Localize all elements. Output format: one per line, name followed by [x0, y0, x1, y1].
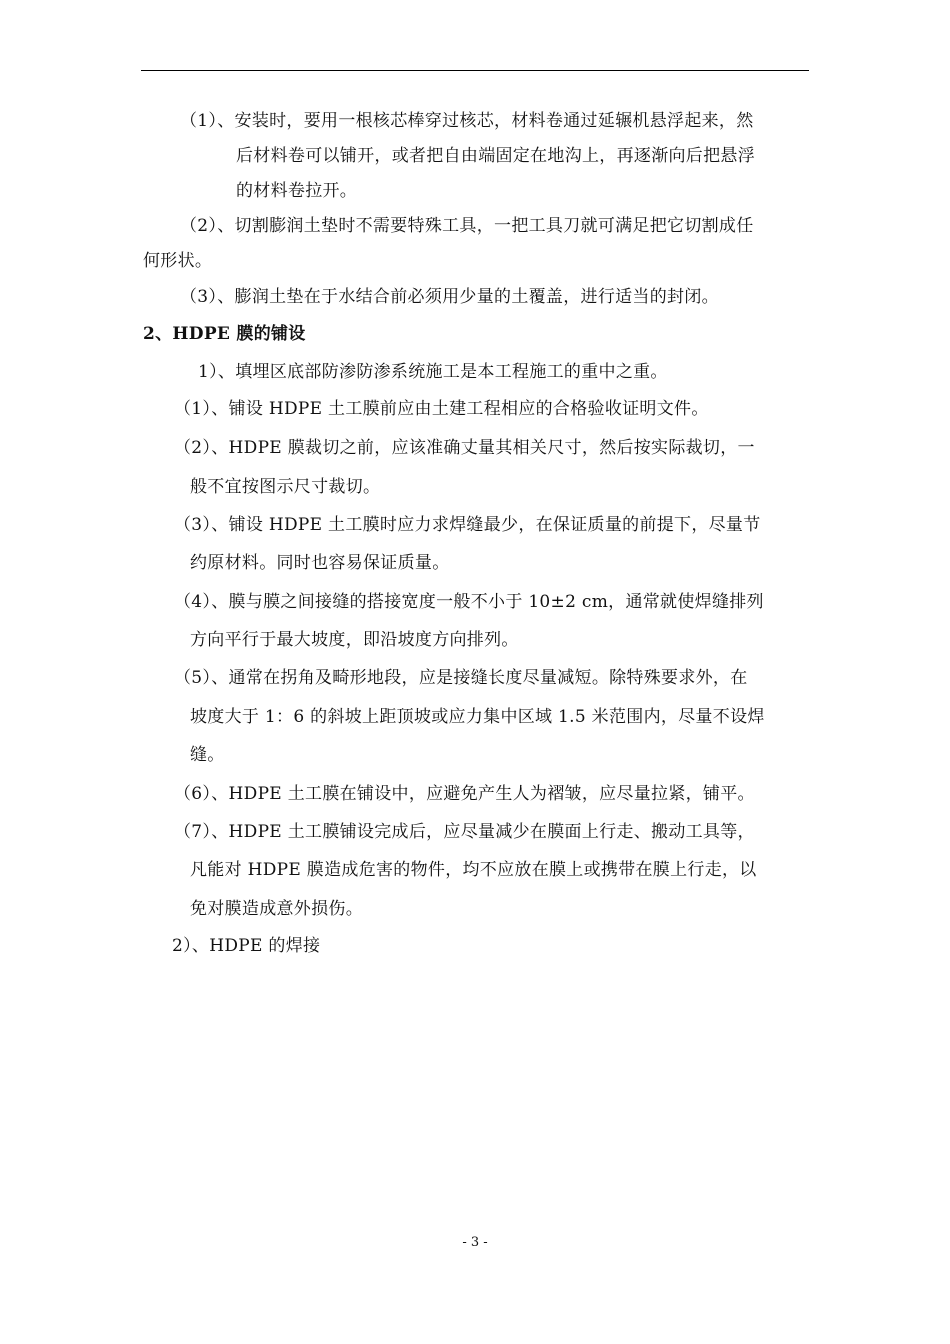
paragraph-line: 方向平行于最大坡度，即沿坡度方向排列。	[190, 630, 519, 650]
paragraph-line: （1）、铺设 HDPE 土工膜前应由土建工程相应的合格验收证明文件。	[174, 399, 709, 419]
paragraph-line: 般不宜按图示尺寸裁切。	[190, 477, 381, 497]
paragraph-line: 坡度大于 1：6 的斜坡上距顶坡或应力集中区域 1.5 米范围内，尽量不设焊	[190, 707, 765, 727]
paragraph-line: 凡能对 HDPE 膜造成危害的物件，均不应放在膜上或携带在膜上行走，以	[190, 860, 757, 880]
paragraph-line: （5）、通常在拐角及畸形地段，应是接缝长度尽量减短。除特殊要求外，在	[174, 668, 748, 688]
paragraph-line: （3）、铺设 HDPE 土工膜时应力求焊缝最少，在保证质量的前提下，尽量节	[174, 515, 761, 535]
paragraph-line: 1）、填埋区底部防渗防渗系统施工是本工程施工的重中之重。	[198, 362, 668, 382]
paragraph-line: （2）、HDPE 膜裁切之前，应该准确丈量其相关尺寸，然后按实际裁切，一	[174, 438, 755, 458]
paragraph-line: （2）、切割膨润土垫时不需要特殊工具，一把工具刀就可满足把它切割成任	[180, 216, 754, 236]
paragraph-line: 2）、HDPE 的焊接	[172, 936, 321, 956]
paragraph-line: （4）、膜与膜之间接缝的搭接宽度一般不小于 10±2 cm，通常就使焊缝排列	[174, 592, 764, 612]
paragraph-line: 免对膜造成意外损伤。	[190, 899, 363, 919]
paragraph-line: （3）、膨润土垫在于水结合前必须用少量的土覆盖，进行适当的封闭。	[180, 287, 719, 307]
paragraph-line: （7）、HDPE 土工膜铺设完成后，应尽量减少在膜面上行走、搬动工具等，	[174, 822, 755, 842]
paragraph-line: （1）、安装时，要用一根核芯棒穿过核芯，材料卷通过延辗机悬浮起来，然	[180, 111, 754, 131]
paragraph-line: 后材料卷可以铺开，或者把自由端固定在地沟上，再逐渐向后把悬浮	[236, 146, 755, 166]
header-rule	[141, 70, 809, 71]
paragraph-line: 的材料卷拉开。	[236, 181, 358, 201]
section-heading: 2、HDPE 膜的铺设	[143, 324, 306, 344]
page-number: - 3 -	[462, 1235, 488, 1250]
paragraph-line: 何形状。	[143, 251, 213, 271]
paragraph-line: （6）、HDPE 土工膜在铺设中，应避免产生人为褶皱，应尽量拉紧，铺平。	[174, 784, 755, 804]
paragraph-line: 缝。	[190, 745, 225, 765]
paragraph-line: 约原材料。同时也容易保证质量。	[190, 553, 450, 573]
